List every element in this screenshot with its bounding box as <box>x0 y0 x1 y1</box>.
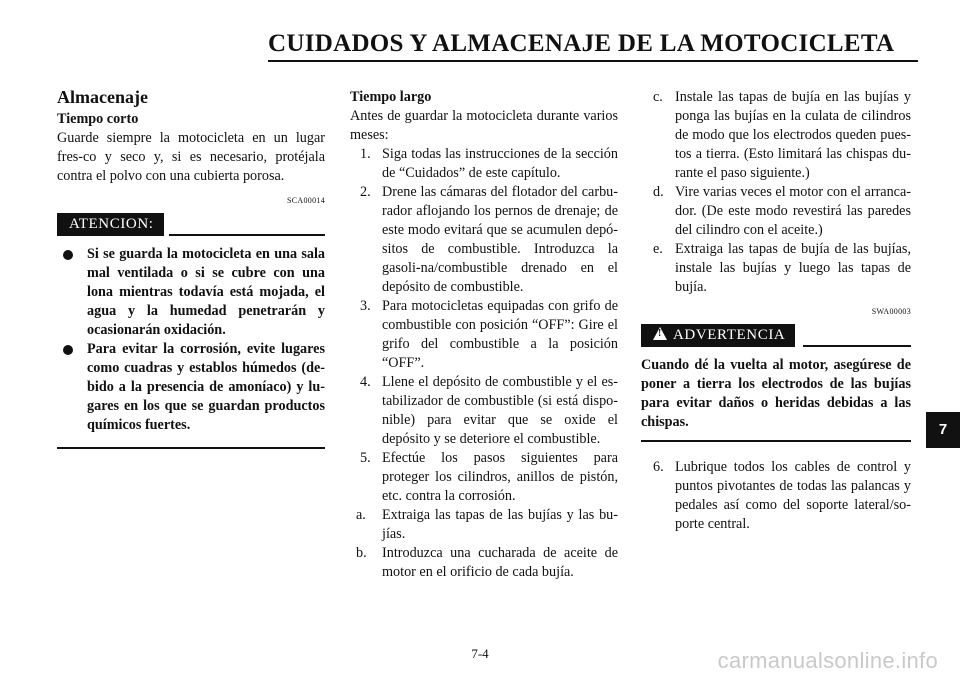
column-left <box>57 88 325 449</box>
substep-text: Extraiga las tapas de las bujías y las bu-jías. <box>382 507 618 542</box>
chapter-tab: 7 <box>926 412 960 448</box>
header-rule <box>268 60 918 62</box>
bullet-icon <box>63 345 73 355</box>
caution-item-text: Para evitar la corrosión, evite lugares como cuadras y establos húmedos (de-bido a la presencia de amoníaco) y lu-gares en los que se guardan productos químicos fuertes. <box>87 341 325 433</box>
step-number: 1. <box>360 146 371 162</box>
bullet-icon <box>63 250 73 260</box>
substep-letter: d. <box>653 184 664 200</box>
step-number: 3. <box>360 298 371 314</box>
caution-bar <box>57 213 325 237</box>
step-text: Para motocicletas equipadas con grifo de combustible con posición “OFF”: Gire el grifo del combustible a la posición “OFF”. <box>382 298 618 371</box>
substep-letter: b. <box>356 545 367 561</box>
page-header-title: CUIDADOS Y ALMACENAJE DE LA MOTOCICLETA <box>268 30 895 57</box>
step-number: 5. <box>360 450 371 466</box>
step-item <box>350 297 618 373</box>
long-term-steps <box>350 145 618 582</box>
long-term-intro: Antes de guardar la motocicleta durante varios meses: <box>350 108 618 143</box>
column-middle <box>350 88 618 582</box>
substep-item <box>350 544 618 582</box>
step-text: Siga todas las instrucciones de la sección de “Cuidados” de este capítulo. <box>382 146 618 181</box>
step-item <box>350 145 618 183</box>
substeps-continued <box>641 88 911 297</box>
warning-label: ADVERTENCIA <box>673 327 786 343</box>
step-number: 2. <box>360 184 371 200</box>
caution-item-text: Si se guarda la motocicleta en una sala mal ventilada o si se cubre con una lona mientras todavía está mojada, el agua y la humedad penetrarán y ocasionarán oxidación. <box>87 246 325 338</box>
step-item <box>350 449 618 506</box>
substep-item <box>350 506 618 544</box>
substep-letter: e. <box>653 241 663 257</box>
step-text: Llene el depósito de combustible y el es-tabilizador de combustible (si está dispo-nible) para evitar que se oxide el depósito y se deteriore el combustible. <box>382 374 618 447</box>
section-title: Almacenaje <box>57 87 148 107</box>
long-term-heading: Tiempo largo <box>350 89 432 105</box>
caution-code: SCA00014 <box>287 196 325 205</box>
step-text: Lubrique todos los cables de control y puntos pivotantes de todas las palancas y pedales así como del soporte lateral/so-porte central. <box>675 459 911 532</box>
caution-label: ATENCION: <box>57 213 164 236</box>
step-number: 4. <box>360 374 371 390</box>
warning-bar <box>641 324 911 348</box>
watermark: carmanualsonline.info <box>717 648 938 673</box>
step-item <box>350 373 618 449</box>
caution-item <box>57 245 325 340</box>
warning-rule <box>803 345 911 347</box>
page-number: 7-4 <box>471 646 489 661</box>
caution-item <box>57 340 325 435</box>
warning-text: Cuando dé la vuelta al motor, asegúrese de poner a tierra los electrodos de las bujías para evitar daños o heridas debidas a las chispas. <box>641 357 911 430</box>
short-term-text: Guarde siempre la motocicleta en un lugar fres-co y seco y, si es necesario, protéjala contra el polvo con una cubierta porosa. <box>57 130 325 184</box>
short-term-heading: Tiempo corto <box>57 111 139 127</box>
warning-triangle-icon: ! <box>653 327 667 340</box>
substep-letter: c. <box>653 89 663 105</box>
substep-item <box>641 240 911 297</box>
warning-code: SWA00003 <box>871 307 911 316</box>
step-number: 6. <box>653 459 664 475</box>
step-text: Efectúe los pasos siguientes para proteger los cilindros, anillos de pistón, etc. contra la corrosión. <box>382 450 618 504</box>
step-item <box>641 458 911 534</box>
substep-text: Introduzca una cucharada de aceite de motor en el orificio de cada bujía. <box>382 545 618 580</box>
substep-text: Vire varias veces el motor con el arranca-dor. (De este modo revestirá las paredes del cilindro con el aceite.) <box>675 184 911 238</box>
warning-end-rule <box>641 440 911 442</box>
substep-item <box>641 88 911 183</box>
warning-label-box <box>641 324 795 347</box>
caution-rule <box>169 234 325 236</box>
substep-letter: a. <box>356 507 366 523</box>
substep-item <box>641 183 911 240</box>
substep-text: Extraiga las tapas de bujía de las bujías, instale las bujías y luego las tapas de bujía. <box>675 241 911 295</box>
column-right <box>641 88 911 534</box>
substep-text: Instale las tapas de bujía en las bujías y ponga las bujías en la culata de cilindros de modo que los electrodos queden pues-tos a tierra. (Esto limitará las chispas du-rante el paso siguiente.) <box>675 89 911 181</box>
step-item <box>350 183 618 297</box>
step-text: Drene las cámaras del flotador del carbu-rador aflojando los pernos de drenaje; de este modo evitará que se acumulen depó-sitos de combustible. Introduzca la gasoli-na/combustible drenado en el depósito de combustible. <box>382 184 618 295</box>
caution-end-rule <box>57 447 325 449</box>
final-steps <box>641 458 911 534</box>
caution-list <box>57 245 325 435</box>
